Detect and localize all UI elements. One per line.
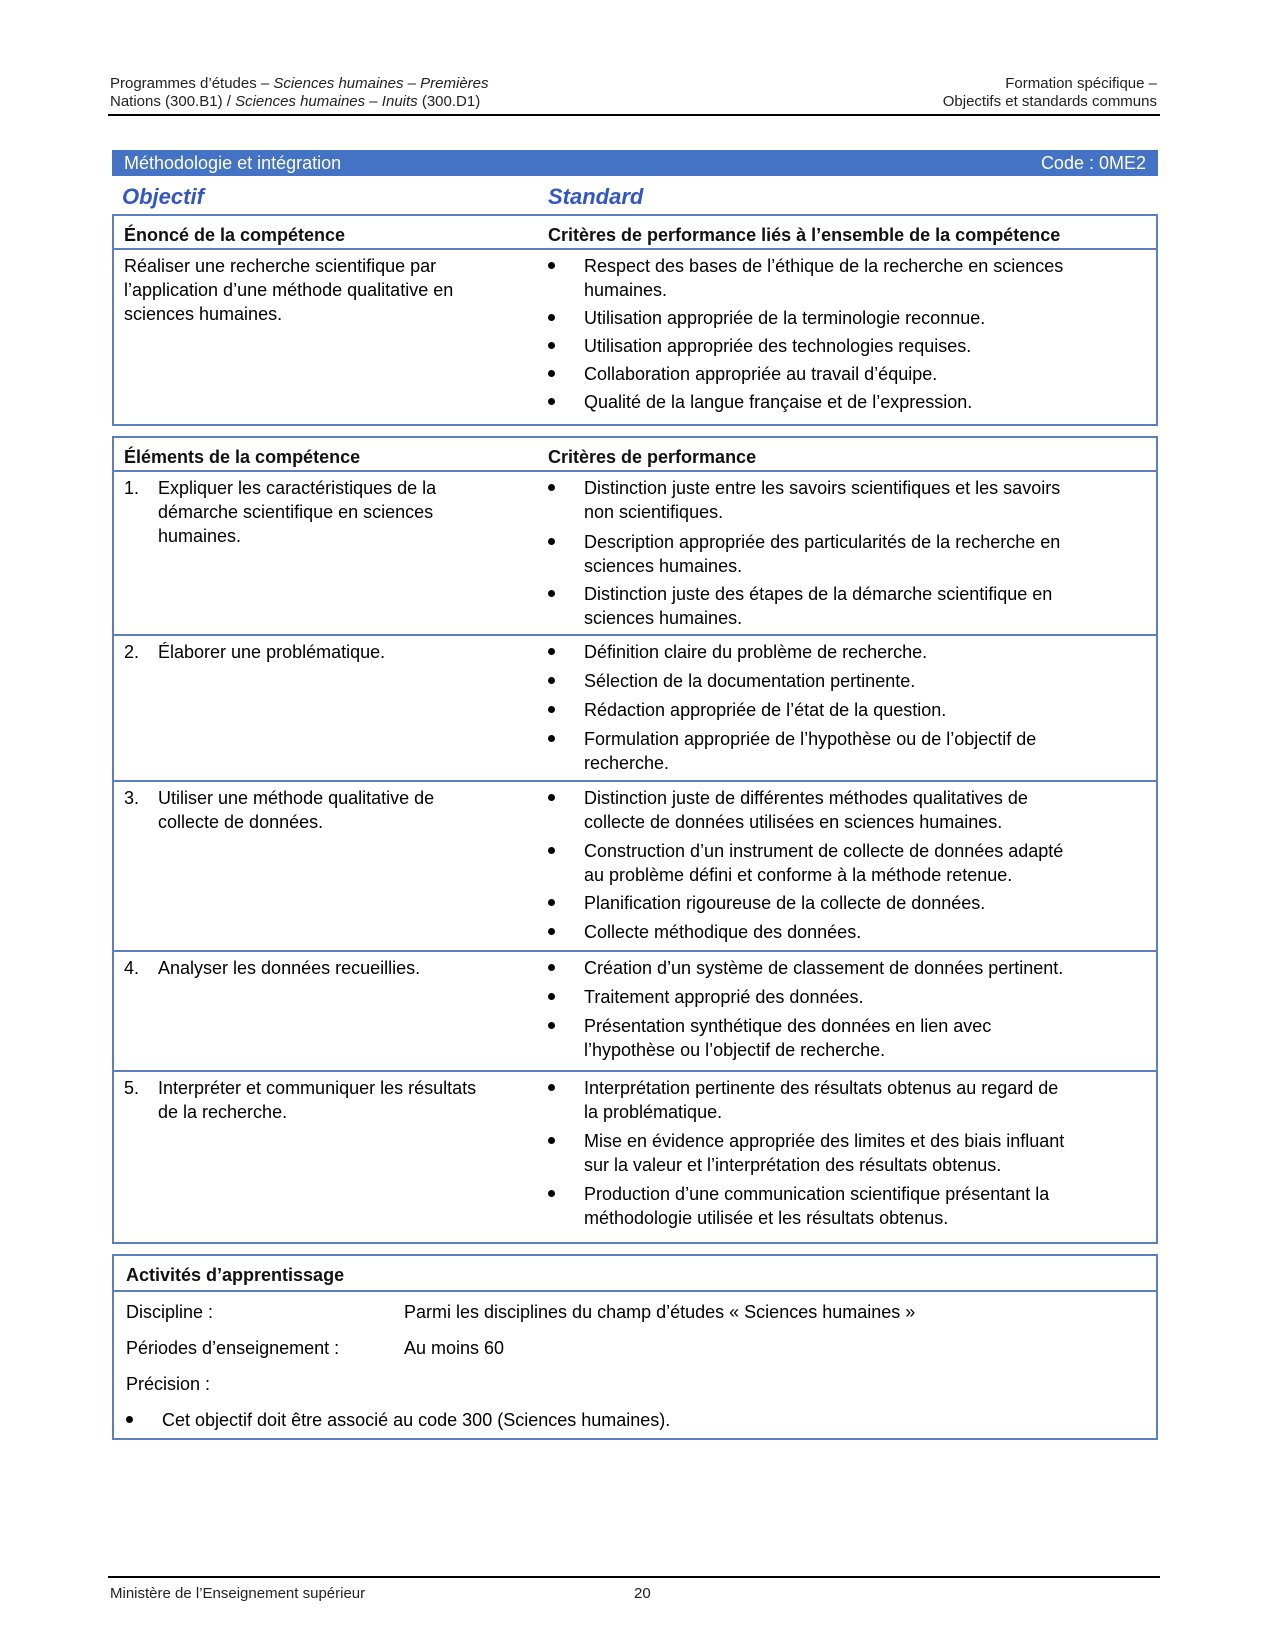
element-number: 3. <box>124 788 140 808</box>
element-number: 4. <box>124 958 140 978</box>
criterion-line: Distinction juste des étapes de la démarche scientifique en <box>584 584 1053 604</box>
bullet-icon <box>548 677 555 684</box>
element-item <box>124 476 524 556</box>
criterion-line: Utilisation appropriée des technologies requises. <box>584 336 972 356</box>
criterion-line: au problème défini et conforme à la méthode retenue. <box>584 865 1013 885</box>
criterion-line: Qualité de la langue française et de l’expression. <box>584 392 973 412</box>
criterion-line: humaines. <box>584 280 668 300</box>
enonce-line: Réaliser une recherche scientifique par <box>124 256 437 276</box>
bullet-icon <box>548 590 555 597</box>
header-text-italic: Sciences humaines – Inuits <box>235 93 418 110</box>
row-divider <box>114 950 1156 952</box>
element-item <box>124 1076 534 1132</box>
criteres-list <box>548 956 1148 1066</box>
criterion-line: la problématique. <box>584 1102 723 1122</box>
bullet-icon <box>548 794 555 801</box>
discipline-label: Discipline : <box>126 1302 214 1322</box>
bullet-icon <box>548 706 555 713</box>
criterion-line: sur la valeur et l’interprétation des résultats obtenus. <box>584 1155 1002 1175</box>
header-formation: Formation spécifique – <box>1005 75 1157 92</box>
discipline-value: Parmi les disciplines du champ d’études « Sciences humaines » <box>404 1302 916 1322</box>
criterion-line: Mise en évidence appropriée des limites et des biais influant <box>584 1131 1065 1151</box>
competence-box <box>112 214 1158 426</box>
header-program-line1 <box>110 74 489 93</box>
header-objectifs: Objectifs et standards communs <box>942 93 1157 110</box>
row-divider <box>114 780 1156 782</box>
criterion-line: Distinction juste entre les savoirs scientifiques et les savoirs <box>584 478 1061 498</box>
element-line: démarche scientifique en sciences <box>158 502 434 522</box>
element-number: 1. <box>124 478 140 498</box>
header-text-italic: Sciences humaines – Premières <box>273 75 489 92</box>
bullet-icon <box>548 484 555 491</box>
criteres-list <box>548 786 1148 946</box>
course-code: Code : 0ME2 <box>1040 153 1146 173</box>
criterion-line: Description appropriée des particularités de la recherche en <box>584 532 1061 552</box>
criterion-line: non scientifiques. <box>584 502 724 522</box>
criterion-line: Rédaction appropriée de l’état de la question. <box>584 700 947 720</box>
criterion-line: Distinction juste de différentes méthodes qualitatives de <box>584 788 1028 808</box>
bullet-icon <box>548 847 555 854</box>
criterion-line: Utilisation appropriée de la terminologie reconnue. <box>584 308 986 328</box>
page-number: 20 <box>634 1585 651 1602</box>
bullet-icon <box>548 370 555 377</box>
criterion-line: recherche. <box>584 753 670 773</box>
header-rule <box>108 114 1160 116</box>
bullet-icon <box>548 735 555 742</box>
objectif-label: Objectif <box>122 184 204 209</box>
element-line: humaines. <box>158 526 242 546</box>
criterion-line: Interprétation pertinente des résultats obtenus au regard de <box>584 1078 1059 1098</box>
bullet-icon <box>548 314 555 321</box>
row-divider <box>114 634 1156 636</box>
criterion-line: sciences humaines. <box>584 608 743 628</box>
criteres-list <box>548 476 1148 626</box>
criterion-line: l’hypothèse ou l’objectif de recherche. <box>584 1040 886 1060</box>
enonce-text <box>124 254 524 326</box>
criterion-line: Respect des bases de l’éthique de la recherche en sciences <box>584 256 1064 276</box>
bullet-icon <box>548 964 555 971</box>
criteres-list <box>548 640 1148 774</box>
header-text: (300.D1) <box>417 93 481 110</box>
element-line: Expliquer les caractéristiques de la <box>158 478 437 498</box>
criterion-line: Collaboration appropriée au travail d’équipe. <box>584 364 938 384</box>
bullet-icon <box>548 1137 555 1144</box>
periodes-value: Au moins 60 <box>404 1338 505 1358</box>
activites-header: Activités d’apprentissage <box>126 1265 345 1285</box>
bullet-icon <box>548 262 555 269</box>
criterion-line: sciences humaines. <box>584 556 743 576</box>
elements-divider <box>114 470 1156 472</box>
competence-divider <box>114 248 1156 250</box>
bullet-icon <box>548 538 555 545</box>
bullet-icon <box>548 993 555 1000</box>
header-program-line2 <box>110 92 480 111</box>
element-number: 5. <box>124 1078 140 1098</box>
criteres-header: Critères de performance <box>548 447 757 467</box>
element-line: Élaborer une problématique. <box>158 642 386 662</box>
precision-item: Cet objectif doit être associé au code 300 (Sciences humaines). <box>162 1410 671 1430</box>
criterion-line: Planification rigoureuse de la collecte de données. <box>584 893 986 913</box>
bullet-icon <box>548 1190 555 1197</box>
element-item <box>124 640 524 670</box>
criterion-line: collecte de données utilisées en sciences humaines. <box>584 812 1003 832</box>
title-bar <box>112 150 1158 176</box>
criterion-line: Construction d’un instrument de collecte de données adapté <box>584 841 1064 861</box>
element-item <box>124 786 524 842</box>
precision-label: Précision : <box>126 1374 211 1394</box>
activites-box <box>112 1254 1158 1440</box>
bullet-icon <box>548 342 555 349</box>
element-line: de la recherche. <box>158 1102 288 1122</box>
criterion-line: Formulation appropriée de l’hypothèse ou de l’objectif de <box>584 729 1037 749</box>
criterion-line: méthodologie utilisée et les résultats obtenus. <box>584 1208 949 1228</box>
criteres-ensemble-header: Critères de performance liés à l’ensemble de la compétence <box>548 225 1061 245</box>
criterion-line: Collecte méthodique des données. <box>584 922 862 942</box>
criteres-ensemble-list <box>548 254 1148 424</box>
criterion-line: Présentation synthétique des données en lien avec <box>584 1016 992 1036</box>
header-text: Nations (300.B1) / <box>110 93 236 110</box>
element-line: Interpréter et communiquer les résultats <box>158 1078 477 1098</box>
footer-rule <box>108 1576 1160 1578</box>
criterion-line: Traitement approprié des données. <box>584 987 864 1007</box>
bullet-icon <box>548 928 555 935</box>
enonce-line: sciences humaines. <box>124 304 283 324</box>
enonce-header: Énoncé de la compétence <box>124 225 346 245</box>
criterion-line: Sélection de la documentation pertinente. <box>584 671 916 691</box>
row-divider <box>114 1070 1156 1072</box>
element-line: Analyser les données recueillies. <box>158 958 421 978</box>
footer-ministere: Ministère de l’Enseignement supérieur <box>110 1585 366 1602</box>
elements-header: Éléments de la compétence <box>124 447 361 467</box>
header-text: Programmes d’études – <box>110 75 274 92</box>
bullet-icon <box>126 1416 133 1423</box>
criteres-list <box>548 1076 1148 1238</box>
elements-box <box>112 436 1158 1244</box>
course-title: Méthodologie et intégration <box>124 153 342 173</box>
bullet-icon <box>548 398 555 405</box>
criterion-line: Production d’une communication scientifique présentant la <box>584 1184 1050 1204</box>
element-line: collecte de données. <box>158 812 324 832</box>
periodes-label: Périodes d’enseignement : <box>126 1338 340 1358</box>
bullet-icon <box>548 1022 555 1029</box>
activites-divider <box>114 1290 1156 1292</box>
standard-label: Standard <box>548 184 644 209</box>
bullet-icon <box>548 899 555 906</box>
element-line: Utiliser une méthode qualitative de <box>158 788 435 808</box>
list-item <box>126 1408 1026 1434</box>
element-item <box>124 956 524 986</box>
criterion-line: Création d’un système de classement de données pertinent. <box>584 958 1064 978</box>
enonce-line: l’application d’une méthode qualitative en <box>124 280 454 300</box>
element-number: 2. <box>124 642 140 662</box>
bullet-icon <box>548 648 555 655</box>
criterion-line: Définition claire du problème de recherche. <box>584 642 928 662</box>
bullet-icon <box>548 1084 555 1091</box>
